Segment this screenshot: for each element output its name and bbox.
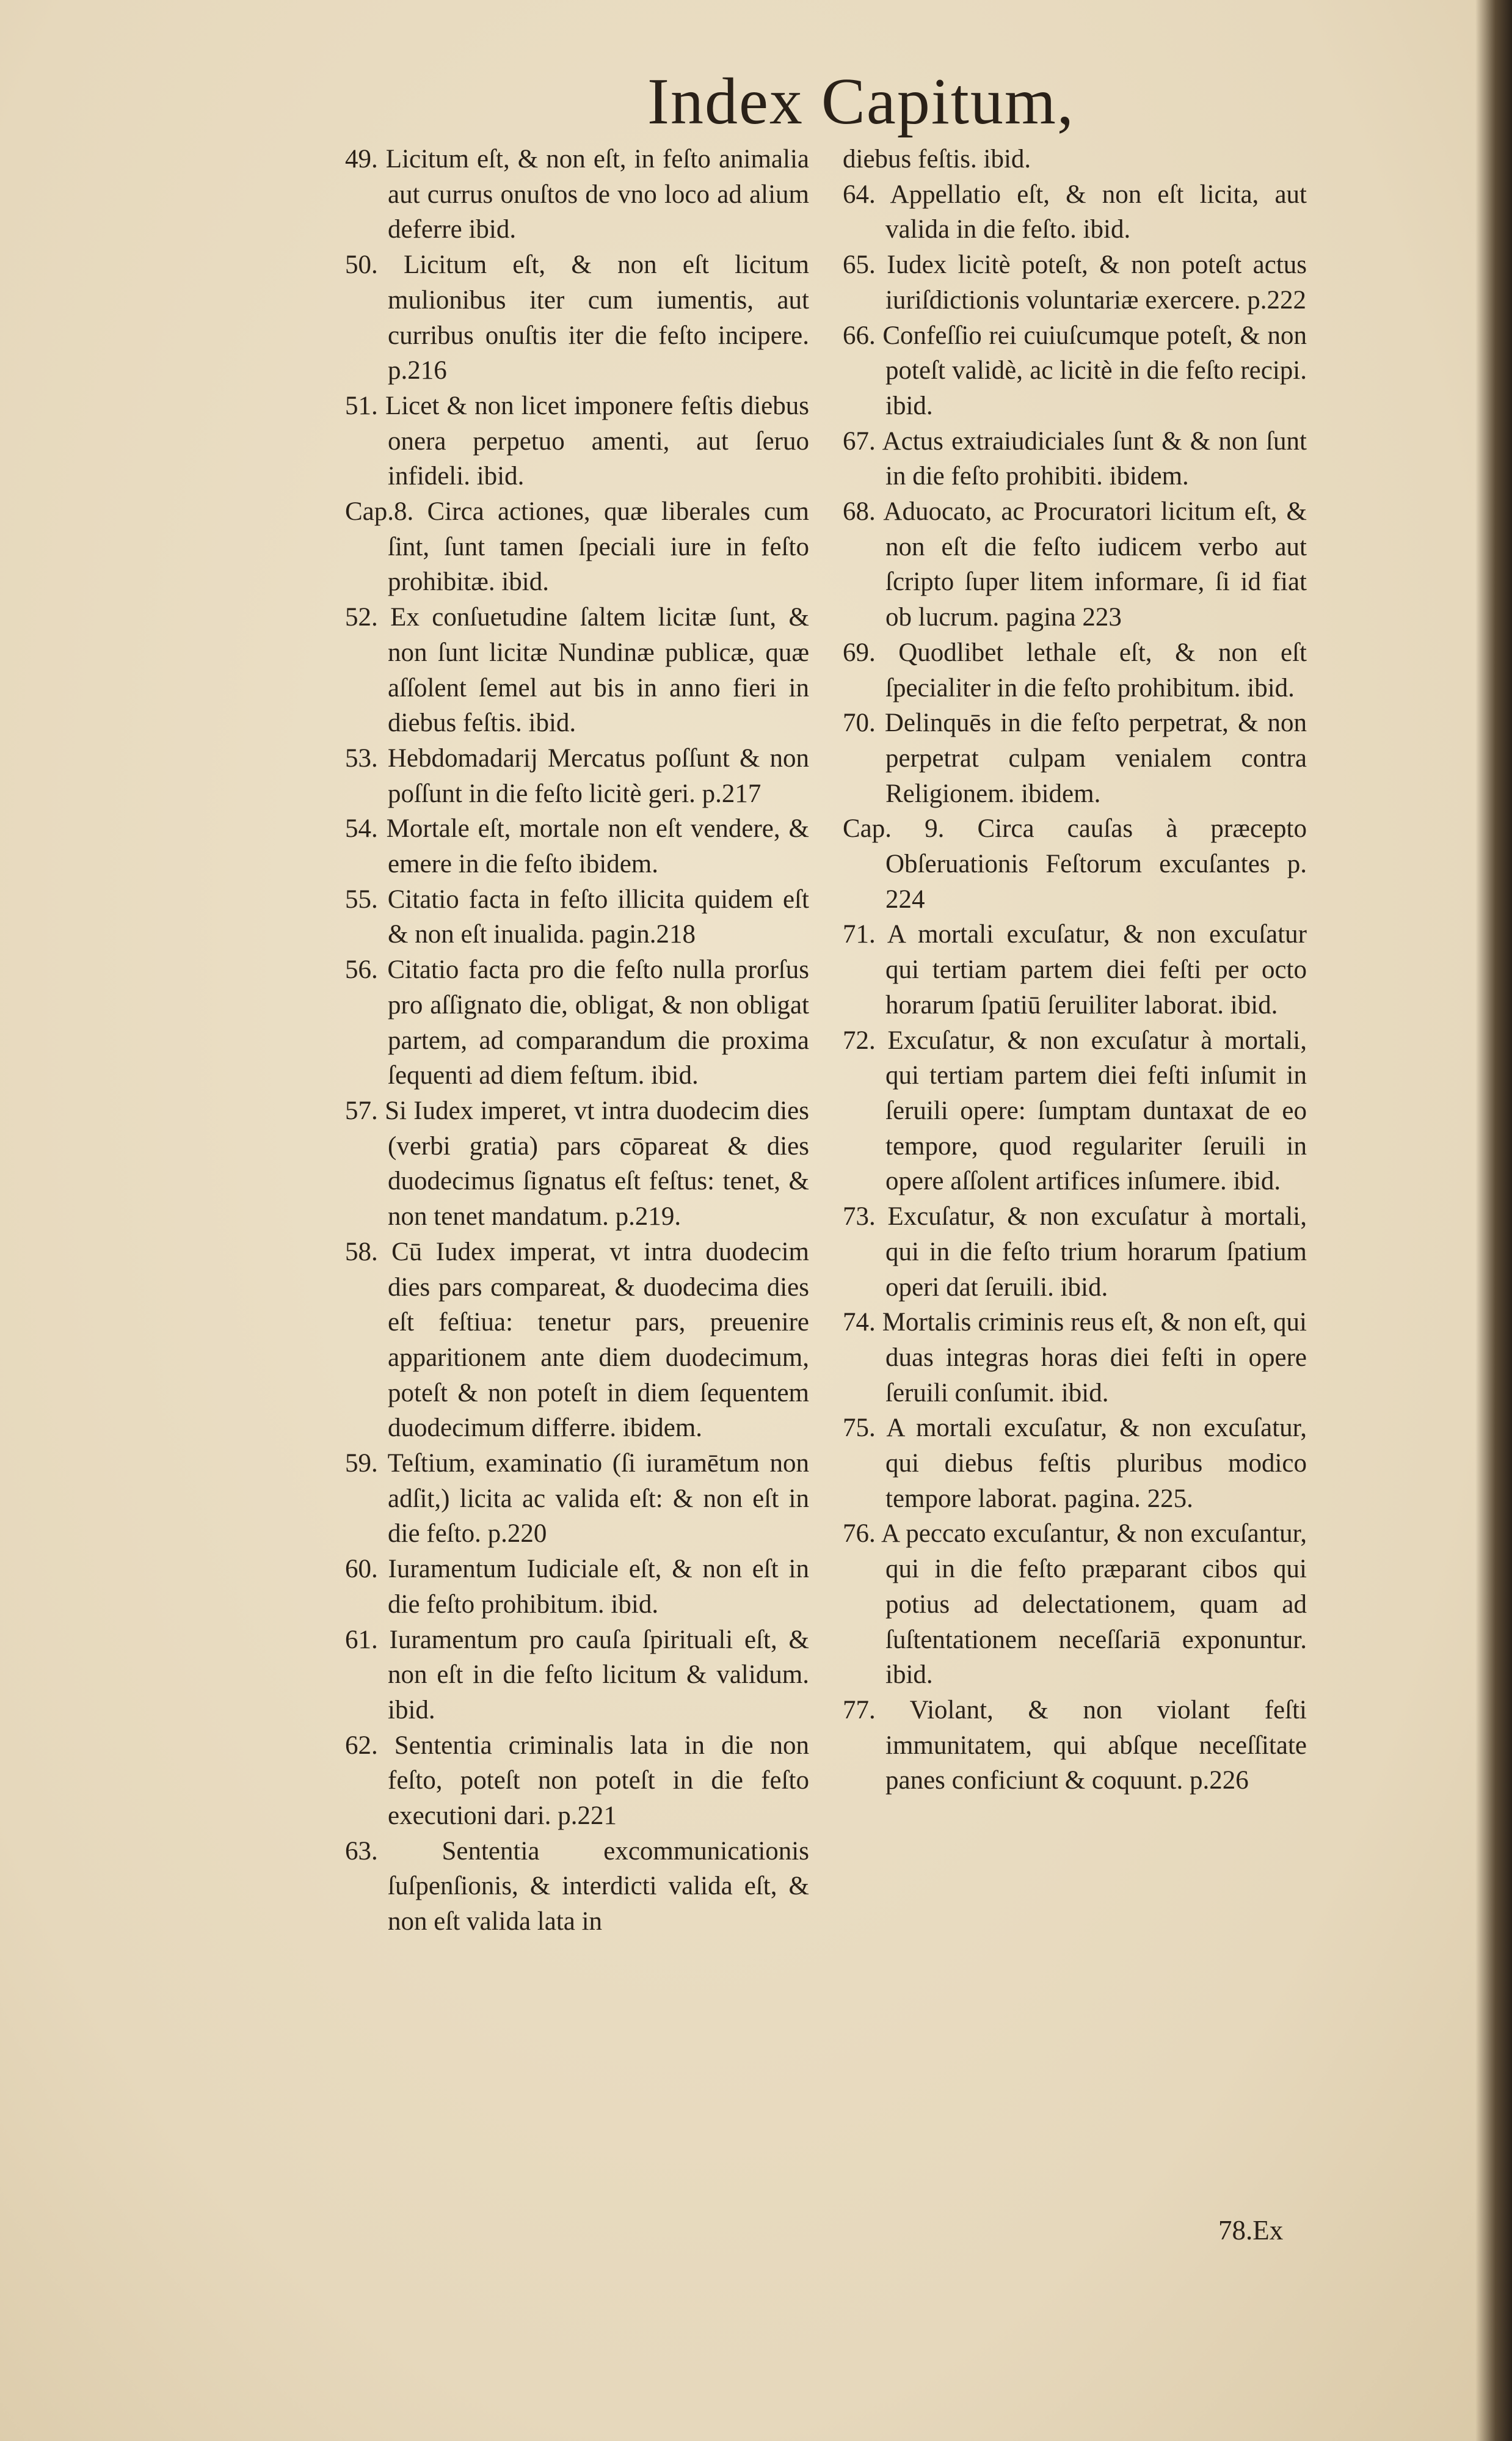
index-entry: 50. Licitum eſt, & non eſt licitum mulionibus iter cum iumentis, aut curribus onuſtis iter die feſto incipere. p.216 (345, 250, 809, 385)
index-entry: 53. Hebdomadarij Mercatus poſſunt & non poſſunt in die feſto licitè geri. p.217 (345, 743, 809, 808)
index-entry: 67. Actus extraiudiciales ſunt & & non ſunt in die feſto prohibiti. ibidem. (843, 426, 1307, 491)
index-entry: 76. A peccato excuſantur, & non excuſantur, qui in die feſto præparant cibos qui potius ad delectationem, quam ad ſuſtentationem neceſſariā exponuntur. ibid. (843, 1519, 1307, 1690)
index-entry: 64. Appellatio eſt, & non eſt licita, aut valida in die feſto. ibid. (843, 180, 1307, 244)
page-edge-shadow (1475, 0, 1512, 2441)
index-entry: 60. Iuramentum Iudiciale eſt, & non eſt in die feſto prohibitum. ibid. (345, 1555, 809, 1619)
page-header: Index Capitum, (647, 65, 1075, 138)
index-entry-continued: diebus feſtis. ibid. (843, 145, 1031, 173)
chapter-heading: Cap.8. Circa actiones, quæ liberales cum ſint, ſunt tamen ſpeciali iure in feſto prohibitæ. ibid. (345, 497, 809, 597)
index-entry: 59. Teſtium, examinatio (ſi iuramētum non adſit,) licita ac valida eſt: & non eſt in die feſto. p.220 (345, 1449, 809, 1549)
index-entry: 75. A mortali excuſatur, & non excuſatur, qui diebus feſtis pluribus modico tempore laborat. pagina. 225. (843, 1414, 1307, 1513)
index-entry: 69. Quodlibet lethale eſt, & non eſt ſpecialiter in die feſto prohibitum. ibid. (843, 638, 1307, 702)
index-entry: 58. Cū Iudex imperat, vt intra duodecim dies pars compareat, & duodecima dies eſt feſtiua: tenetur pars, preuenire apparitionem ante diem duodecimum, poteſt & non poteſt in diem ſequentem duodecimum differre. ibidem. (345, 1237, 809, 1443)
index-entry: 72. Excuſatur, & non excuſatur à mortali, qui tertiam partem diei feſti inſumit in ſeruili opere: ſumptam duntaxat de eo tempore, quod regulariter ſeruili in opere aſſolent artifices inſumere. ibid. (843, 1026, 1307, 1196)
index-entry: 66. Confeſſio rei cuiuſcumque poteſt, & non poteſt validè, ac licitè in die feſto recipi. ibid. (843, 321, 1307, 420)
index-entry: 65. Iudex licitè poteſt, & non poteſt actus iuriſdictionis voluntariæ exercere. p.222 (843, 250, 1307, 315)
left-column (345, 142, 809, 1939)
catchword: 78.Ex (1218, 2215, 1284, 2246)
index-entry: 52. Ex conſuetudine ſaltem licitæ ſunt, & non ſunt licitæ Nundinæ publicæ, quæ aſſolent ſemel aut bis in anno fieri in diebus feſtis. ibid. (345, 603, 809, 738)
index-entry: 57. Si Iudex imperet, vt intra duodecim dies (verbi gratia) pars cōpareat & dies duodecimus ſignatus eſt feſtus: tenet, & non tenet mandatum. p.219. (345, 1096, 809, 1231)
index-entry: 73. Excuſatur, & non excuſatur à mortali, qui in die feſto trium horarum ſpatium operi dat ſeruili. ibid. (843, 1202, 1307, 1302)
index-entry: 77. Violant, & non violant feſti immunitatem, qui abſque neceſſitate panes conficiunt & coquunt. p.226 (843, 1695, 1307, 1795)
index-entry: 51. Licet & non licet imponere feſtis diebus onera perpetuo amenti, aut ſeruo infideli. ibid. (345, 391, 809, 491)
index-entry: 49. Licitum eſt, & non eſt, in feſto animalia aut currus onuſtos de vno loco ad alium deferre ibid. (345, 145, 809, 244)
index-entry: 55. Citatio facta in feſto illicita quidem eſt & non eſt inualida. pagin.218 (345, 885, 809, 949)
index-entry: 70. Delinquēs in die feſto perpetrat, & non perpetrat culpam venialem contra Religionem. ibidem. (843, 709, 1307, 808)
index-entry: 56. Citatio facta pro die feſto nulla prorſus pro aſſignato die, obligat, & non obligat partem, ad comparandum die proxima ſequenti ad diem feſtum. ibid. (345, 955, 809, 1090)
index-entry: 74. Mortalis criminis reus eſt, & non eſt, qui duas integras horas diei feſti in opere ſeruili conſumit. ibid. (843, 1308, 1307, 1407)
index-entry: 71. A mortali excuſatur, & non excuſatur qui tertiam partem diei feſti per octo horarum ſpatiū ſeruiliter laborat. ibid. (843, 920, 1307, 1020)
index-entry: 61. Iuramentum pro cauſa ſpirituali eſt, & non eſt in die feſto licitum & validum. ibid. (345, 1625, 809, 1724)
right-column (843, 142, 1307, 1798)
chapter-heading: Cap. 9. Circa cauſas à præcepto Obſeruationis Feſtorum excuſantes p. 224 (843, 814, 1307, 914)
index-entry: 63. Sententia excommunicationis ſuſpenſionis, & interdicti valida eſt, & non eſt valida lata in (345, 1836, 809, 1936)
index-entry: 62. Sententia criminalis lata in die non feſto, poteſt non poteſt in die feſto executioni dari. p.221 (345, 1731, 809, 1831)
index-entry: 54. Mortale eſt, mortale non eſt vendere, & emere in die feſto ibidem. (345, 814, 809, 879)
index-entry: 68. Aduocato, ac Procuratori licitum eſt, & non eſt die feſto iudicem verbo aut ſcripto ſuper litem informare, ſi id fiat ob lucrum. pagina 223 (843, 497, 1307, 632)
